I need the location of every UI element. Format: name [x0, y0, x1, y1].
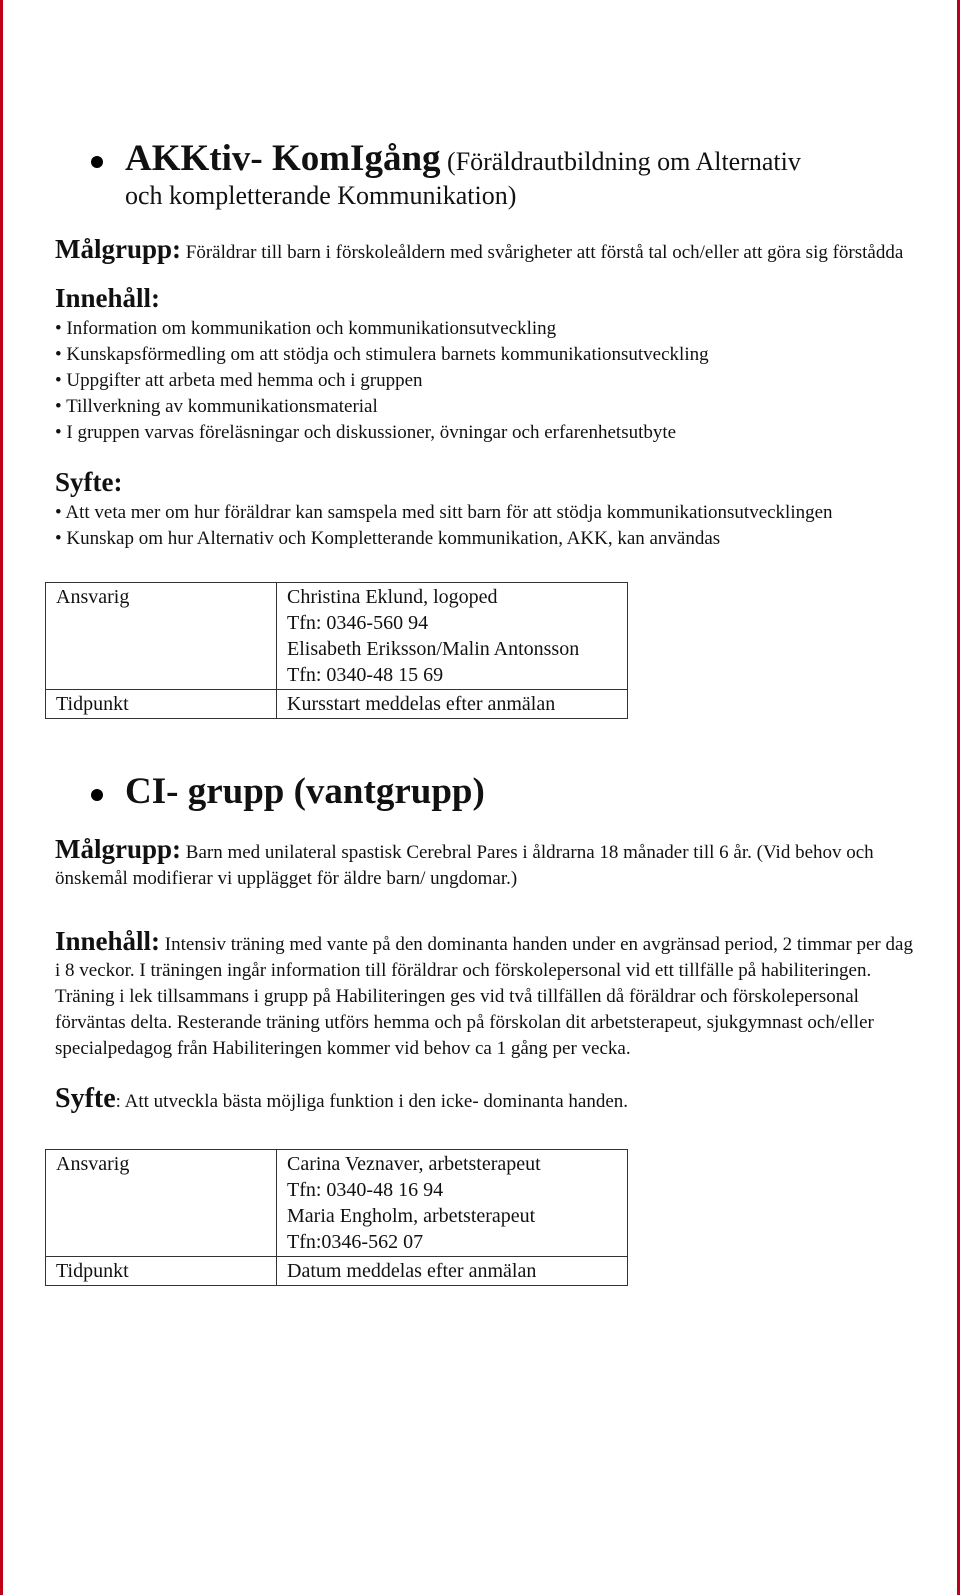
section1-info-table — [45, 582, 628, 719]
section2-purpose-label: Syfte — [55, 1082, 116, 1114]
section1-subtitle-a: (Föräldrautbildning om Alternativ — [440, 147, 801, 176]
section1-purpose-list — [55, 500, 915, 552]
responsible-value — [277, 1149, 628, 1256]
section2-target — [55, 833, 915, 892]
section1-purpose — [55, 466, 915, 552]
list-item: • Information om kommunikation och kommunikationsutveckling — [55, 316, 915, 342]
section2-target-text: Barn med unilateral spastisk Cerebral Pares i åldrarna 18 månader till 6 år. (Vid behov och önskemål modifierar vi upplägget för äldre barn/ ungdomar.) — [55, 841, 874, 889]
responsible-line: Christina Eklund, logoped — [287, 586, 498, 609]
bullet-icon — [91, 789, 103, 801]
time-label: Tidpunkt — [46, 690, 277, 719]
section1-purpose-label: Syfte: — [55, 467, 123, 498]
time-label: Tidpunkt — [46, 1256, 277, 1285]
responsible-line: Tfn:0346-562 07 — [287, 1230, 424, 1253]
responsible-label: Ansvarig — [46, 583, 277, 690]
section2-title: CI- grupp (vantgrupp) — [125, 771, 485, 813]
section1-content-list — [55, 316, 915, 446]
section2-purpose — [55, 1082, 915, 1115]
responsible-line: Tfn: 0346-560 94 — [287, 612, 429, 635]
section1-heading — [55, 138, 915, 210]
section2-content-label: Innehåll: — [55, 925, 161, 956]
time-value: Kursstart meddelas efter anmälan — [277, 690, 628, 719]
responsible-line: Maria Engholm, arbetsterapeut — [287, 1204, 536, 1227]
responsible-line: Tfn: 0340-48 15 69 — [287, 664, 444, 687]
table-row — [46, 690, 628, 719]
table-row — [46, 1256, 628, 1285]
list-item: • Kunskapsförmedling om att stödja och stimulera barnets kommunikationsutveckling — [55, 342, 915, 368]
responsible-value — [277, 583, 628, 690]
section2-target-label: Målgrupp: — [55, 833, 182, 864]
document-content — [55, 0, 915, 1286]
section2-heading — [55, 771, 915, 814]
section1-target-label: Målgrupp: — [55, 234, 182, 265]
table-row — [46, 583, 628, 690]
list-item: • Tillverkning av kommunikationsmaterial — [55, 394, 915, 420]
time-value: Datum meddelas efter anmälan — [277, 1256, 628, 1285]
responsible-line: Carina Veznaver, arbetsterapeut — [287, 1152, 541, 1175]
bullet-icon — [91, 156, 103, 168]
list-item: • Kunskap om hur Alternativ och Kompletterande kommunikation, AKK, kan användas — [55, 526, 915, 552]
section1-content-label: Innehåll: — [55, 283, 161, 314]
responsible-label: Ansvarig — [46, 1149, 277, 1256]
section1-target-text: Föräldrar till barn i förskoleåldern med svårigheter att förstå tal och/eller att göra sig förstådda — [181, 242, 904, 264]
responsible-line: Elisabeth Eriksson/Malin Antonsson — [287, 638, 580, 661]
section2-purpose-text: : Att utveckla bästa möjliga funktion i den icke- dominanta handen. — [115, 1090, 628, 1112]
section1-title: AKKtiv- KomIgång — [125, 138, 441, 179]
section1-subtitle-b: och kompletterande Kommunikation) — [125, 180, 517, 210]
section1-content — [55, 282, 915, 446]
section1-target — [55, 236, 915, 266]
responsible-line: Tfn: 0340-48 16 94 — [287, 1178, 444, 1201]
list-item: • Uppgifter att arbeta med hemma och i gruppen — [55, 368, 915, 394]
list-item: • Att veta mer om hur föräldrar kan samspela med sitt barn för att stödja kommunikationsutvecklingen — [55, 500, 915, 526]
section2-content — [55, 925, 915, 1062]
list-item: • I gruppen varvas föreläsningar och diskussioner, övningar och erfarenhetsutbyte — [55, 420, 915, 446]
table-row — [46, 1149, 628, 1256]
section2-info-table — [45, 1149, 628, 1286]
section2-content-text: Intensiv träning med vante på den dominanta handen under en avgränsad period, 2 timmar per dag i 8 veckor. I träningen ingår information till föräldrar och förskolepersonal vid ett tillfälle på habiliteringen. Träning i lek tillsammans i grupp på Habiliteringen ges vid två tillfällen då föräldrar och förskolepersonal förväntas delta. Resterande träning utförs hemma och på förskolan dit arbetsterapeut, sjukgymnast och/eller specialpedagog från Habiliteringen kommer vid behov ca 1 gång per vecka. — [55, 933, 913, 1059]
